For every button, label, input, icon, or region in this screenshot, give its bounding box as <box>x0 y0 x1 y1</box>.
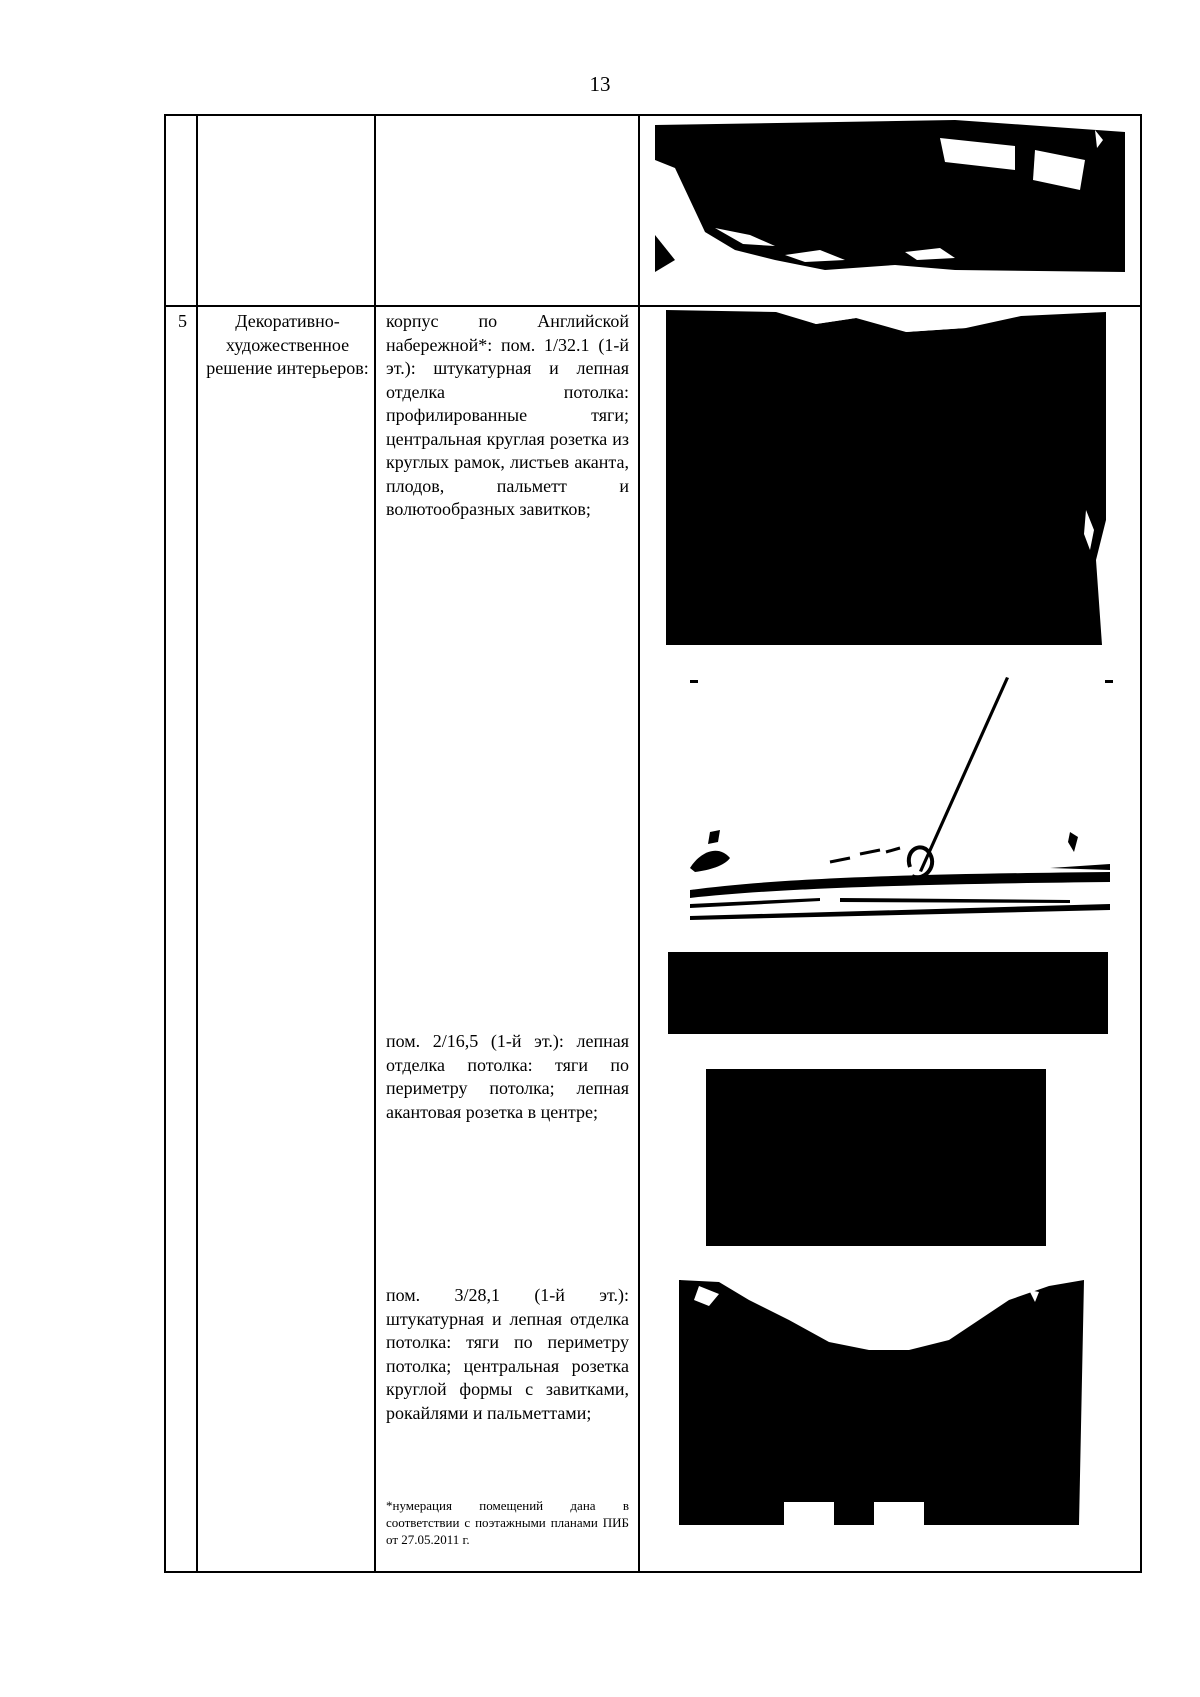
ceiling-photo-continuation <box>655 120 1127 275</box>
description-block-room-1: корпус по Английской набережной*: пом. 1/32.1 (1-й эт.): штукатурная и лепная отделка потолка: профилированные тяги; центральная круглая розетка из круглых рамок, листьев аканта, плодов, пальметт и волютообразных завитков; <box>386 311 629 519</box>
ceiling-photo-room-2-strip <box>668 952 1108 1034</box>
page-number: 13 <box>589 72 611 96</box>
description-block-room-3: пом. 3/28,1 (1-й эт.): штукатурная и лепная отделка потолка: тяги по периметру потолка; центральная розетка круглой формы с завитками, рокайлями и пальметтами; <box>386 1285 629 1423</box>
description-block-room-2: пом. 2/16,5 (1-й эт.): лепная отделка потолка: тяги по периметру потолка; лепная акантовая розетка в центре; <box>386 1031 629 1122</box>
ceiling-photo-room-3 <box>679 1280 1084 1525</box>
ceiling-photo-room-1-detail <box>690 672 1115 922</box>
table-border-right <box>1140 114 1142 1573</box>
table-col-divider-3 <box>638 114 640 1573</box>
ceiling-photo-room-2 <box>706 1069 1046 1246</box>
footnote: *нумерация помещений дана в соответствии с поэтажными планами ПИБ от 27.05.2011 г. <box>386 1498 629 1547</box>
table-border-top <box>164 114 1142 116</box>
table-col-divider-1 <box>196 114 198 1573</box>
row-number: 5 <box>178 311 187 331</box>
table-border-bottom <box>164 1571 1142 1573</box>
row-category: Декоративно-художественное решение интерьеров: <box>206 311 369 378</box>
ceiling-photo-room-1 <box>666 310 1106 650</box>
table-row-divider <box>164 305 1142 307</box>
